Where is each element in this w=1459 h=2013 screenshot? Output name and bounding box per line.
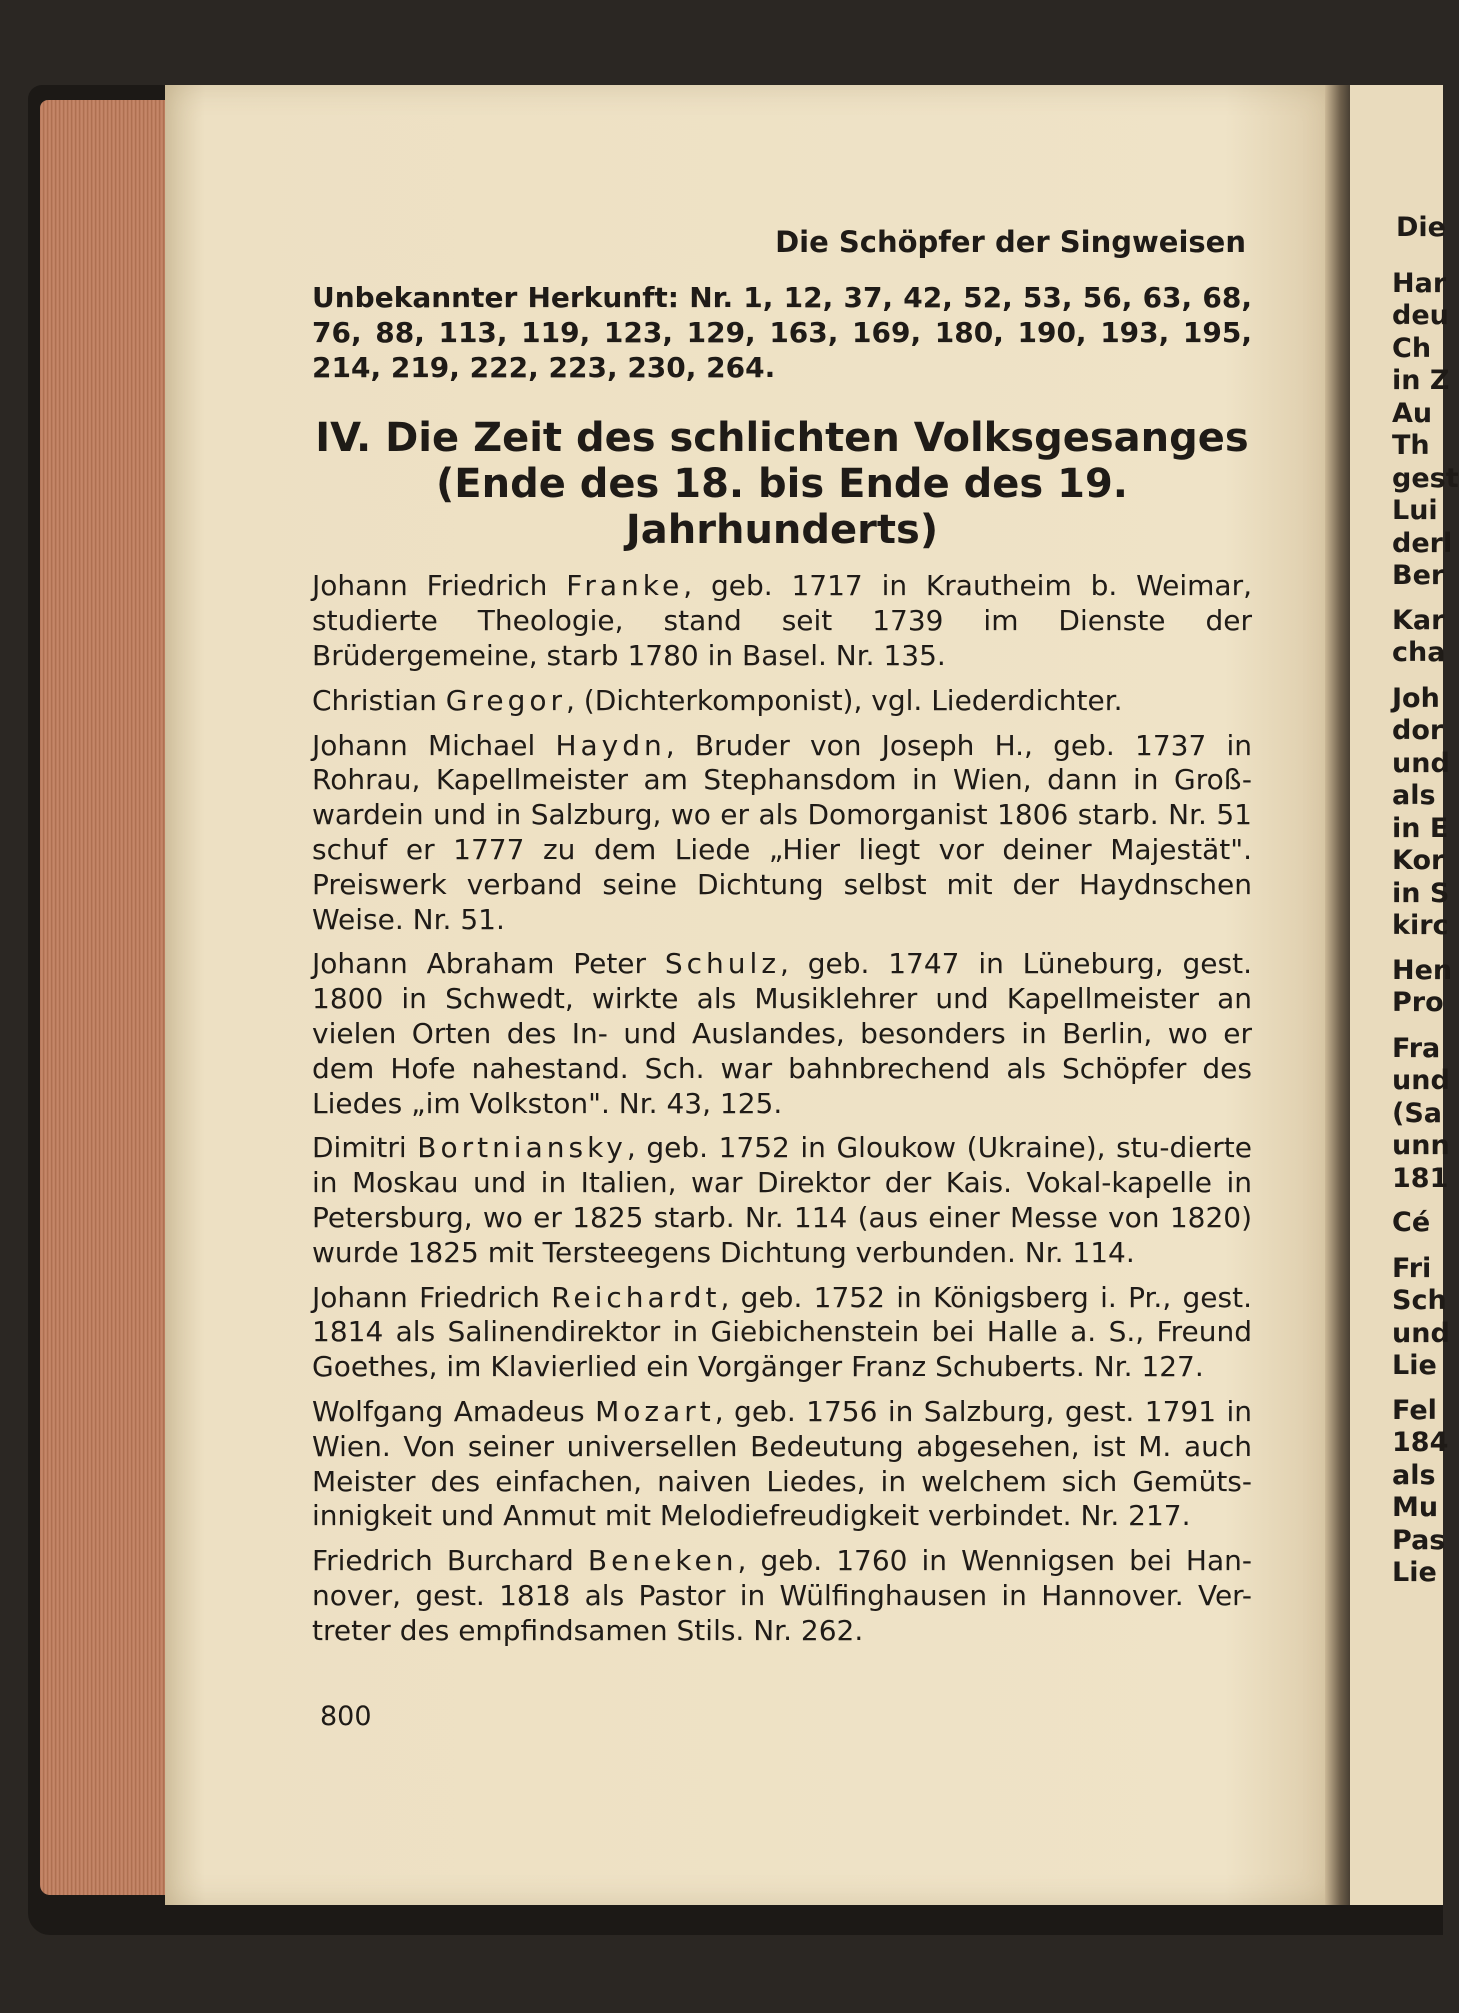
right-page-line: (Sa <box>1392 1098 1443 1129</box>
composer-biography: , geb. 1756 in Salzburg, gest. 1791 in Wien. Von seiner universellen Bedeutung abgesehen, ist M. auch Meister des einfachen, naiven Liedes, in welchem sich Gemüts-innigkeit und Anmut mit Melodiefreudigkeit verbindet. Nr. 217. <box>312 1394 1252 1533</box>
composer-biography: , Bruder von Joseph H., geb. 1737 in Rohrau, Kapellmeister am Stephansdom in Wien, dann in Groß-wardein und in Salzburg, wo er als Domorganist 1806 starb. Nr. 51 schuf er 1777 zu dem Liede „Hier liegt vor deiner Majestät". Preiswerk verband seine Dichtung selbst mit der Haydnschen Weise. Nr. 51. <box>312 728 1253 936</box>
composer-entry <box>312 1544 1252 1648</box>
unknown-origin-paragraph <box>312 281 1252 385</box>
composer-biography: , geb. 1760 in Wennigsen bei Han-nover, gest. 1818 als Pastor in Wülfinghausen in Hannover. Ver-treter des empfindsamen Stils. Nr. 262. <box>312 1544 1252 1647</box>
right-page-line: Har <box>1392 268 1447 299</box>
page-number: 800 <box>320 1700 372 1732</box>
right-page-line: Fel <box>1392 1395 1437 1426</box>
right-page-line: Pas <box>1392 1525 1446 1556</box>
right-page-line: als <box>1392 780 1436 811</box>
right-page-line: deu <box>1392 300 1449 331</box>
running-head: Die Schöpfer der Singweisen <box>775 225 1246 259</box>
right-page-line: Ber <box>1392 560 1445 591</box>
unknown-origin-numbers: Nr. 1, 12, 37, 42, 52, 53, 56, 63, 68, 76, 88, 113, 119, 123, 129, 163, 169, 180, 190, 193, 195, 214, 219, 222, 223, 230, 264. <box>312 281 1252 384</box>
book-gutter <box>1325 85 1353 1905</box>
composer-biography: , geb. 1747 in Lüneburg, gest. 1800 in Schwedt, wirkte als Musiklehrer und Kapellmeister an vielen Orten des In- und Auslandes, besonders in Berlin, wo er dem Hofe nahestand. Sch. war bahnbrechend als Schöpfer des Liedes „im Volkston". Nr. 43, 125. <box>312 947 1252 1120</box>
composer-given-names: Friedrich Burchard <box>312 1544 588 1578</box>
page-edges <box>40 100 175 1895</box>
right-page-line: cha <box>1392 637 1446 668</box>
right-page-line: gest <box>1392 463 1459 494</box>
composer-entry <box>312 569 1252 673</box>
composer-surname: Gregor <box>445 683 566 717</box>
right-page-line: Au <box>1392 398 1433 429</box>
right-page-line: Lui <box>1392 495 1438 526</box>
right-page-line: Mu <box>1392 1492 1439 1523</box>
right-page <box>1350 85 1459 1905</box>
composer-biography: , geb. 1752 in Königsberg i. Pr., gest. 1814 als Salinendirektor in Giebichenstein bei Halle a. S., Freund Goethes, im Klavierlied ein Vorgänger Franz Schuberts. Nr. 127. <box>312 1280 1252 1384</box>
section-heading-line-1: IV. Die Zeit des schlichten Volksgesanges <box>315 415 1249 462</box>
right-page-line: Die <box>1396 212 1446 243</box>
right-page-line: dor <box>1392 715 1444 746</box>
composer-surname: Franke <box>566 569 684 603</box>
right-page-line: in S <box>1392 878 1450 909</box>
section-heading-line-2: (Ende des 18. bis Ende des 19. Jahrhunderts) <box>436 461 1128 554</box>
right-page-line: Lie <box>1392 1350 1437 1381</box>
right-page-line: kirc <box>1392 910 1449 941</box>
composer-given-names: Johann Abraham Peter <box>312 947 665 981</box>
composer-biography: , (Dichterkomponist), vgl. Liederdichter. <box>566 683 1123 717</box>
right-page-line: in E <box>1392 813 1449 844</box>
right-page-line: als <box>1392 1460 1436 1491</box>
composer-given-names: Johann Friedrich <box>312 569 567 603</box>
composer-surname: Reichardt <box>551 1280 721 1314</box>
right-page-line: und <box>1392 1318 1450 1349</box>
right-page-line: Kor <box>1392 845 1445 876</box>
right-page-line: Lie <box>1392 1557 1437 1588</box>
right-page-line: derl <box>1392 528 1453 559</box>
page-text <box>312 225 1252 1732</box>
right-page-line: und <box>1392 1065 1450 1096</box>
composer-given-names: Johann Michael <box>312 728 556 762</box>
composer-entry <box>312 1281 1252 1385</box>
right-page-line: Pro <box>1392 987 1444 1018</box>
composer-given-names: Wolfgang Amadeus <box>312 1394 596 1428</box>
right-page-line: 184 <box>1392 1427 1449 1458</box>
section-heading <box>312 415 1252 553</box>
composer-surname: Schulz <box>664 947 781 981</box>
composer-surname: Bortniansky <box>417 1131 627 1165</box>
unknown-origin-label: Unbekannter Herkunft: <box>312 281 679 314</box>
right-page-line: Cé <box>1392 1207 1431 1238</box>
composer-biography: , geb. 1717 in Krautheim b. Weimar, studierte Theologie, stand seit 1739 im Dienste der Brüdergemeine, starb 1780 in Basel. Nr. 135. <box>312 569 1252 672</box>
left-page <box>165 85 1333 1905</box>
composer-surname: Beneken <box>587 1544 738 1578</box>
right-page-line: und <box>1392 748 1450 779</box>
composer-entry <box>312 947 1252 1121</box>
right-page-line: 181 <box>1392 1163 1449 1194</box>
right-page-line: Sch <box>1392 1285 1447 1316</box>
composer-given-names: Christian <box>312 683 446 717</box>
right-page-line: Ch <box>1392 333 1432 364</box>
right-page-line: Fri <box>1392 1253 1432 1284</box>
composer-surname: Mozart <box>595 1394 715 1428</box>
composer-biography: , geb. 1752 in Gloukow (Ukraine), stu-dierte in Moskau und in Italien, war Direktor der Kais. Vokal-kapelle in Petersburg, wo er 1825 starb. Nr. 114 (aus einer Messe von 1820) wurde 1825 mit Tersteegens Dichtung verbunden. Nr. 114. <box>312 1131 1252 1269</box>
composer-given-names: Johann Friedrich <box>312 1280 552 1314</box>
composer-entry <box>312 684 1252 719</box>
composer-given-names: Dimitri <box>312 1131 418 1165</box>
composer-entry <box>312 1131 1252 1270</box>
right-page-line: Hen <box>1392 955 1453 986</box>
composer-entry <box>312 729 1252 938</box>
right-page-line: Kar <box>1392 605 1445 636</box>
right-page-line: in Z <box>1392 365 1450 396</box>
right-page-line: Th <box>1392 430 1430 461</box>
composer-entry <box>312 1395 1252 1534</box>
right-page-line: Joh <box>1392 683 1440 714</box>
right-page-line: unn <box>1392 1130 1450 1161</box>
right-page-line: Fra <box>1392 1033 1441 1064</box>
composer-surname: Haydn <box>555 728 666 762</box>
